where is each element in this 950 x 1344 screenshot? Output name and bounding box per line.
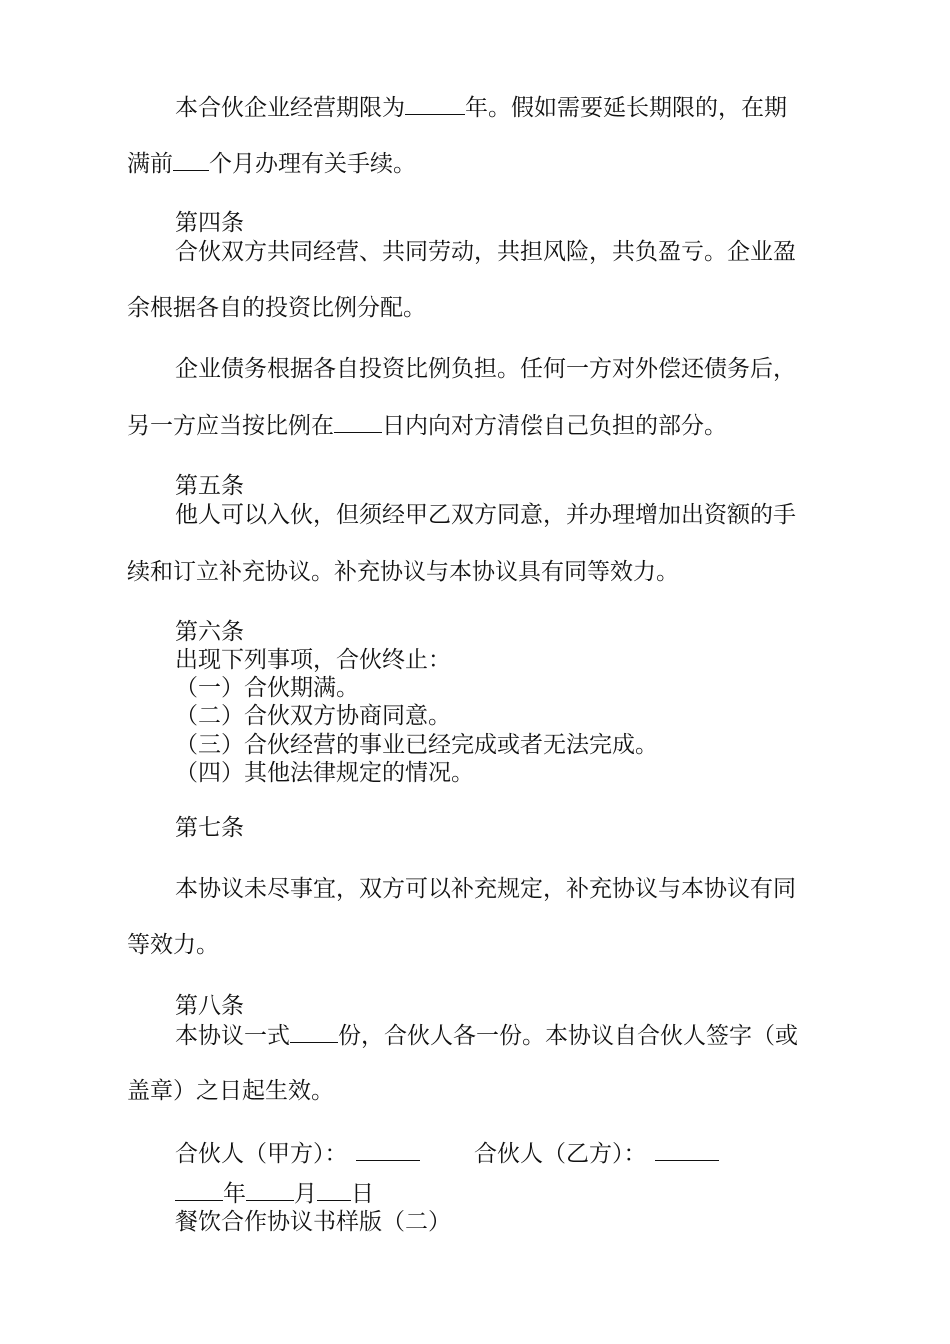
clause-6-item: （二）合伙双方协商同意。 bbox=[175, 703, 451, 729]
year-blank bbox=[175, 1178, 223, 1201]
clause-5-line2: 续和订立补充协议。补充协议与本协议具有同等效力。 bbox=[127, 559, 679, 585]
clause-5-line1: 他人可以入伙，但须经甲乙双方同意，并办理增加出资额的手 bbox=[175, 502, 796, 528]
signature-party-b: 合伙人（乙方）： bbox=[474, 1138, 719, 1169]
date-line: 年 月 日 bbox=[175, 1178, 374, 1208]
term-years-blank bbox=[405, 92, 465, 115]
clause-6-intro: 出现下列事项，合伙终止： bbox=[175, 647, 451, 673]
copies-blank bbox=[290, 1020, 338, 1043]
day-blank bbox=[317, 1178, 351, 1201]
clause-8-heading: 第八条 bbox=[175, 993, 244, 1019]
clause-6-item: （三）合伙经营的事业已经完成或者无法完成。 bbox=[175, 732, 658, 758]
term-months-blank bbox=[173, 148, 209, 171]
clause-4-para1-line2: 余根据各自的投资比例分配。 bbox=[127, 295, 426, 321]
clause-5-heading: 第五条 bbox=[175, 473, 244, 499]
clause-7-line2: 等效力。 bbox=[127, 932, 219, 958]
month-blank bbox=[246, 1178, 294, 1201]
clause-6-heading: 第六条 bbox=[175, 619, 244, 645]
clause-7-line1: 本协议未尽事宜，双方可以补充规定，补充协议与本协议有同 bbox=[175, 876, 796, 902]
signature-party-a: 合伙人（甲方）： bbox=[175, 1138, 420, 1169]
clause-8-line2: 盖章）之日起生效。 bbox=[127, 1078, 334, 1104]
party-a-signature-blank bbox=[356, 1138, 420, 1161]
clause-4-para2-line2: 另一方应当按比例在 日内向对方清偿自己负担的部分。 bbox=[127, 410, 727, 440]
clause-6-item: （四）其他法律规定的情况。 bbox=[175, 760, 474, 786]
clause-4-heading: 第四条 bbox=[175, 210, 244, 236]
clause-4-para2-line1: 企业债务根据各自投资比例负担。任何一方对外偿还债务后， bbox=[175, 356, 796, 382]
days-blank bbox=[334, 410, 382, 433]
term-line-1: 本合伙企业经营期限为 年。假如需要延长期限的，在期 bbox=[175, 92, 787, 122]
clause-7-heading: 第七条 bbox=[175, 815, 244, 841]
next-document-title: 餐饮合作协议书样版（二） bbox=[175, 1209, 451, 1235]
clause-8-line1: 本协议一式 份，合伙人各一份。本协议自合伙人签字（或 bbox=[175, 1020, 798, 1050]
clause-6-item: （一）合伙期满。 bbox=[175, 675, 359, 701]
clause-4-para1-line1: 合伙双方共同经营、共同劳动，共担风险，共负盈亏。企业盈 bbox=[175, 239, 796, 265]
term-line-2: 满前 个月办理有关手续。 bbox=[127, 148, 416, 178]
party-b-signature-blank bbox=[655, 1138, 719, 1161]
